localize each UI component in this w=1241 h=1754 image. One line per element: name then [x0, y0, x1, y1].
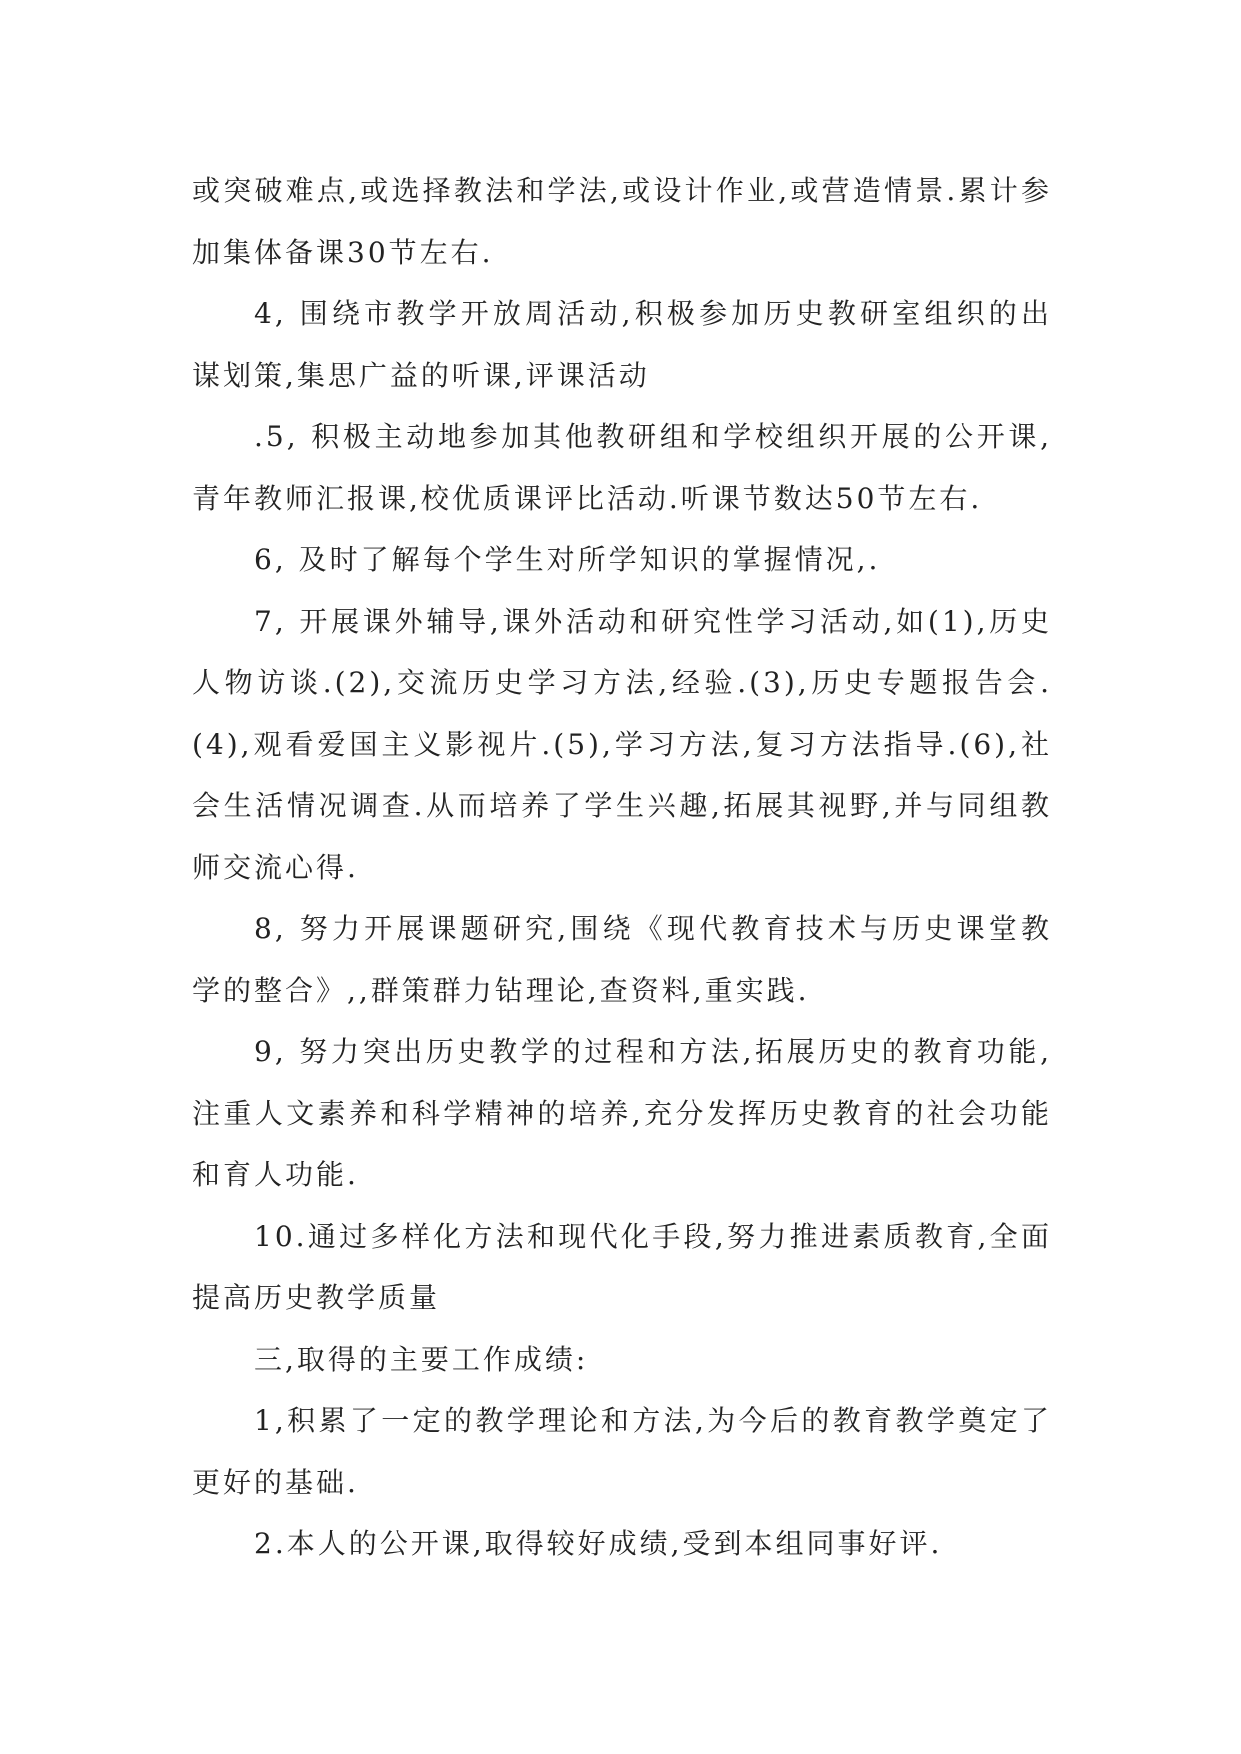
paragraph-1: 或突破难点,或选择教法和学法,或设计作业,或营造情景.累计参加集体备课30节左右. [192, 174, 1052, 269]
paragraph-5: 7, 开展课外辅导,课外活动和研究性学习活动,如(1),历史人物访谈.(2),交流历史学习方法,经验.(3),历史专题报告会.(4),观看爱国主义影视片.(5),学习方法,复习方法指导.(6),社会生活情况调查.从而培养了学生兴趣,拓展其视野,并与同组教师交流心得. [192, 604, 1052, 884]
paragraph-4: 6, 及时了解每个学生对所学知识的掌握情况,. [254, 543, 881, 576]
paragraph-2: 4, 围绕市教学开放周活动,积极参加历史教研室组织的出谋划策,集思广益的听课,评课活动 [192, 297, 1052, 392]
paragraph-9: 1,积累了一定的教学理论和方法,为今后的教育教学奠定了更好的基础. [192, 1404, 1052, 1499]
paragraph-6: 8, 努力开展课题研究,围绕《现代教育技术与历史课堂教学的整合》,,群策群力钻理论,查资料,重实践. [192, 912, 1052, 1007]
paragraph-10: 2.本人的公开课,取得较好成绩,受到本组同事好评. [254, 1527, 943, 1560]
paragraph-3: .5, 积极主动地参加其他教研组和学校组织开展的公开课,青年教师汇报课,校优质课评比活动.听课节数达50节左右. [192, 420, 1052, 515]
paragraph-7: 9, 努力突出历史教学的过程和方法,拓展历史的教育功能,注重人文素养和科学精神的培养,充分发挥历史教育的社会功能和育人功能. [192, 1035, 1052, 1191]
section-heading-achievements: 三,取得的主要工作成绩: [254, 1342, 589, 1376]
paragraph-8: 10.通过多样化方法和现代化手段,努力推进素质教育,全面提高历史教学质量 [192, 1219, 1052, 1314]
document-body [192, 160, 1052, 1575]
